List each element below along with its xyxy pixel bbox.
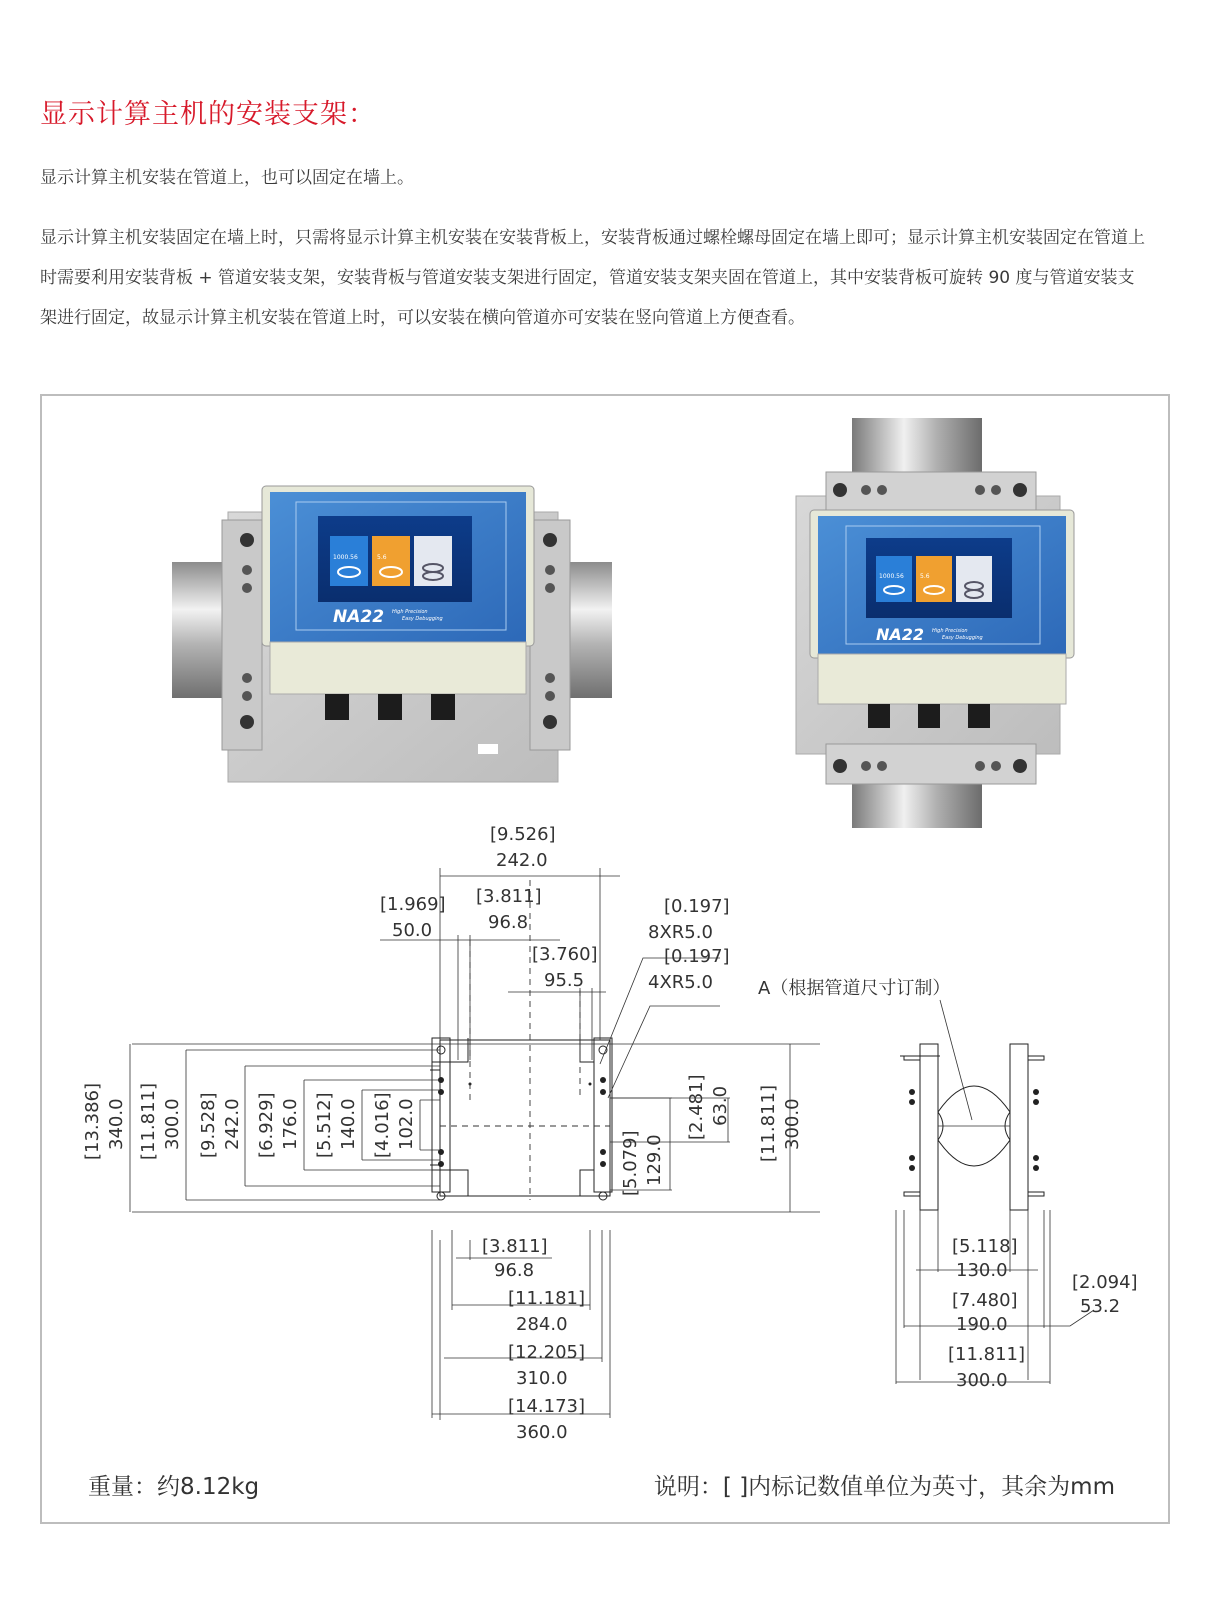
tagline2-left: Easy Debugging <box>402 616 443 622</box>
dim-3100: 310.0 <box>516 1368 568 1389</box>
intro-paragraph: 显示计算主机安装在管道上，也可以固定在墙上。 <box>40 168 414 188</box>
reading-2-right: 5.6 <box>920 573 930 580</box>
tagline1-left: High Precision <box>392 609 428 615</box>
dim-955: 95.5 <box>544 970 585 991</box>
dim-0197-b: [0.197] <box>664 946 730 967</box>
tagline1-right: High Precision <box>932 628 968 634</box>
dim-0197-a: [0.197] <box>664 896 730 917</box>
dim-3000-right: 300.0 <box>782 1098 803 1150</box>
dim-4xr: 4XR5.0 <box>648 972 713 993</box>
label-a: A（根据管道尺寸订制） <box>758 978 951 999</box>
dim-2481: [2.481] <box>686 1074 707 1140</box>
reading-1-right: 1000.56 <box>879 573 904 580</box>
dim-2420-v: 242.0 <box>222 1098 243 1150</box>
dim-968-bottom: 96.8 <box>494 1260 535 1281</box>
dim-5118: [5.118] <box>952 1236 1018 1257</box>
dim-3600: 360.0 <box>516 1422 568 1443</box>
dim-top-mm: 242.0 <box>496 850 548 871</box>
dim-4016: [4.016] <box>372 1092 393 1158</box>
dim-3000-side: 300.0 <box>956 1370 1008 1391</box>
reading-2-left: 5.6 <box>377 554 387 561</box>
brand-left: NA22 <box>333 607 385 627</box>
dim-5512: [5.512] <box>314 1092 335 1158</box>
device-photo-horizontal <box>172 486 612 782</box>
reading-1-left: 1000.56 <box>333 554 358 561</box>
dim-1900: 190.0 <box>956 1314 1008 1335</box>
dim-3400: 340.0 <box>106 1098 127 1150</box>
dim-1400: 140.0 <box>338 1098 359 1150</box>
dim-630: 63.0 <box>710 1085 731 1126</box>
dim-11811-left: [11.811] <box>138 1082 159 1160</box>
dim-13386: [13.386] <box>82 1082 103 1160</box>
unit-note: 说明：[ ]内标记数值单位为英寸，其余为mm <box>653 1474 1115 1500</box>
dim-500: 50.0 <box>392 920 433 941</box>
dim-6929: [6.929] <box>256 1092 277 1158</box>
dim-3811-bottom: [3.811] <box>482 1236 548 1257</box>
front-view-drawing <box>82 824 820 1443</box>
side-view-drawing <box>758 977 1138 1391</box>
tagline2-right: Easy Debugging <box>942 635 983 641</box>
dim-3000-left: 300.0 <box>162 1098 183 1150</box>
dim-1300: 130.0 <box>956 1260 1008 1281</box>
dim-3760: [3.760] <box>532 944 598 965</box>
page-title: 显示计算主机的安装支架： <box>40 99 376 130</box>
dim-2840: 284.0 <box>516 1314 568 1335</box>
dim-968-top: 96.8 <box>488 912 529 933</box>
weight-note: 重量：约8.12kg <box>88 1474 260 1500</box>
dim-9528: [9.528] <box>198 1092 219 1158</box>
dim-1290: 129.0 <box>644 1134 665 1186</box>
dim-7480: [7.480] <box>952 1290 1018 1311</box>
dim-2094: [2.094] <box>1072 1272 1138 1293</box>
dim-11811-right: [11.811] <box>758 1084 779 1162</box>
dim-3811-top: [3.811] <box>476 886 542 907</box>
dim-12205: [12.205] <box>508 1342 586 1363</box>
dim-1969: [1.969] <box>380 894 446 915</box>
dim-8xr: 8XR5.0 <box>648 922 713 943</box>
dim-532: 53.2 <box>1080 1296 1121 1317</box>
dim-1760: 176.0 <box>280 1098 301 1150</box>
dim-11181: [11.181] <box>508 1288 586 1309</box>
dim-1020: 102.0 <box>396 1098 417 1150</box>
detail-paragraph: 显示计算主机安装固定在墙上时，只需将显示计算主机安装在安装背板上，安装背板通过螺栓螺母固定在墙上即可；显示计算主机安装固定在管道上时需要利用安装背板 + 管道安装支架，安装背板与管道安装支架进行固定，管道安装支架夹固在管道上，其中安装背板可旋转 90 度与管道安装支架进行固定，故显示计算主机安装在管道上时，可以安装在横向管道亦可安装在竖向管道上方便查看。 <box>40 228 1145 328</box>
dim-top-inch: [9.526] <box>490 824 556 845</box>
dim-11811-side: [11.811] <box>948 1344 1026 1365</box>
dim-5079: [5.079] <box>620 1130 641 1196</box>
brand-right: NA22 <box>876 625 925 644</box>
device-photo-vertical <box>796 418 1074 828</box>
dim-14173: [14.173] <box>508 1396 586 1417</box>
